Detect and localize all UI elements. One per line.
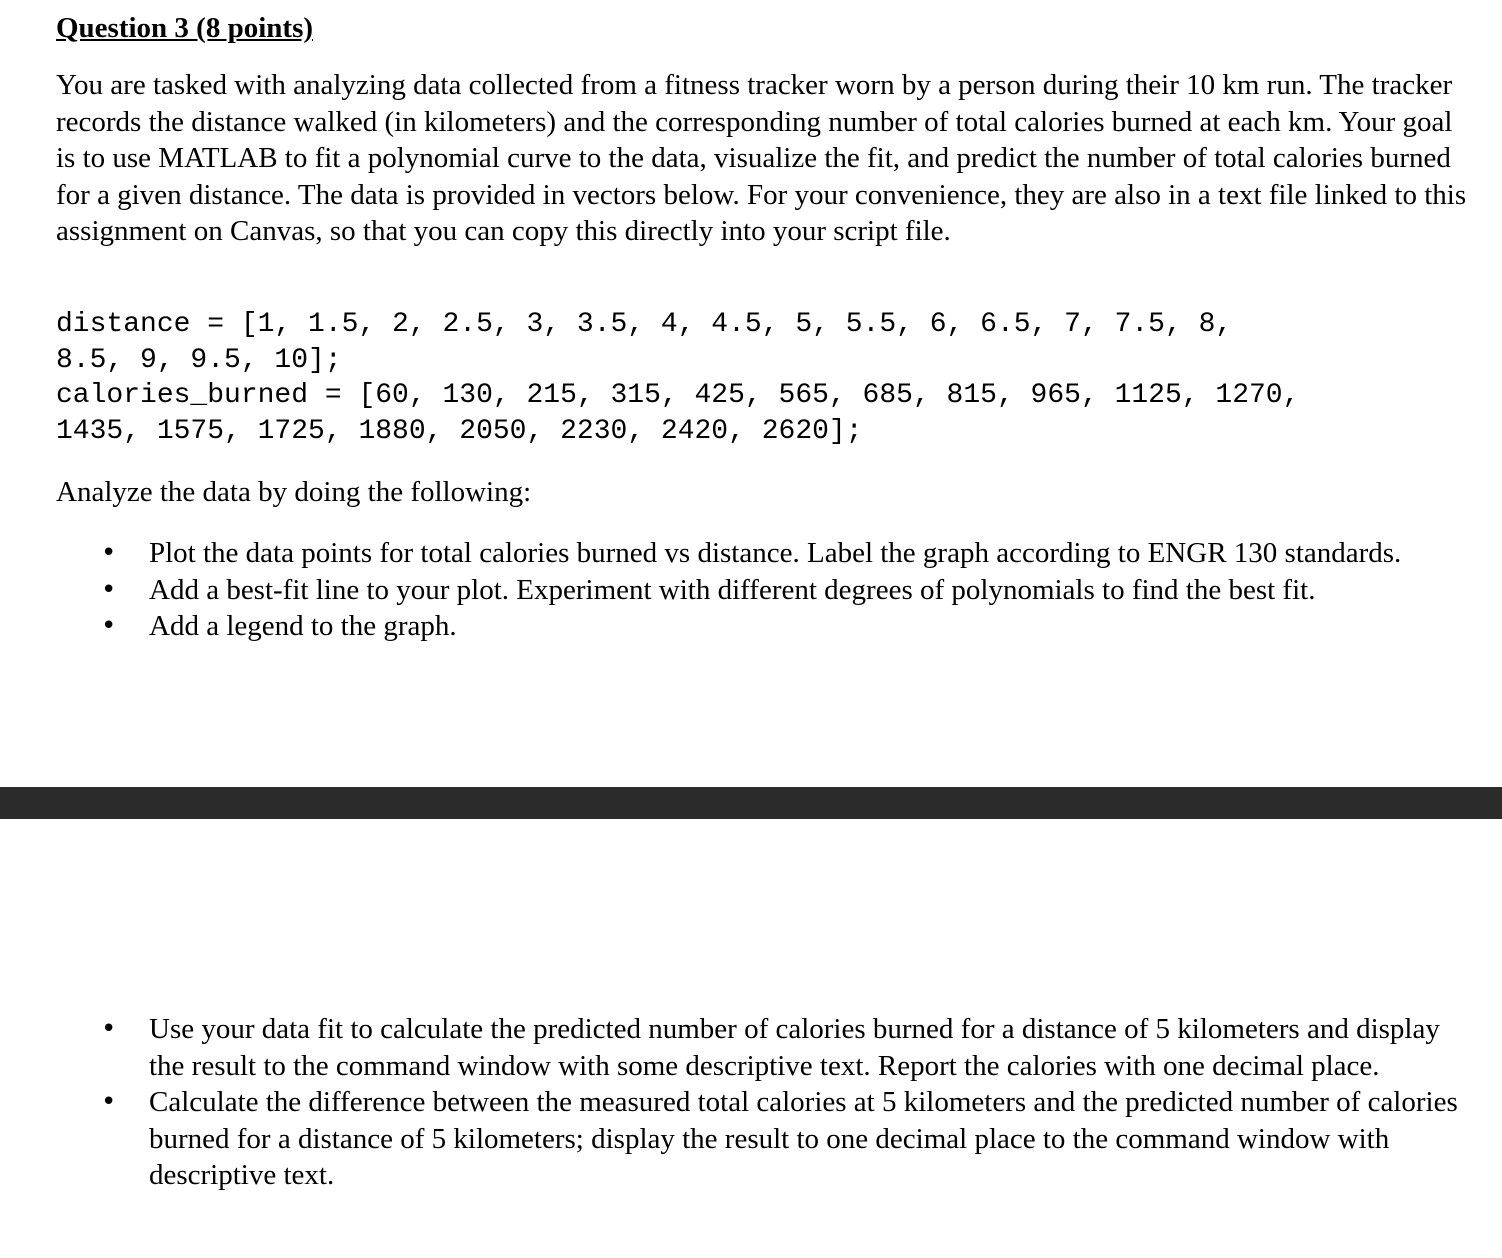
code-block [56, 307, 1486, 449]
task-text: Calculate the difference between the measured total calories at 5 kilometers and the predicted number of calories burned for a distance of 5 kilometers; display the result to one decimal place to the command window with descriptive text. [149, 1086, 1458, 1191]
code-line: 8.5, 9, 9.5, 10]; [56, 344, 342, 376]
bullet-icon: • [101, 574, 117, 605]
task-item [0, 1084, 1502, 1194]
code-line: calories_burned = [60, 130, 215, 315, 425, 565, 685, 815, 965, 1125, 1270, [56, 380, 1300, 411]
task-text: Use your data fit to calculate the predicted number of calories burned for a distance of 5 kilometers and display the result to the command window with some descriptive text. Report the calories with one decimal place. [149, 1013, 1440, 1082]
bullet-icon: • [101, 538, 117, 568]
section-divider [0, 787, 1502, 819]
task-item [0, 1011, 1502, 1084]
task-item [0, 572, 1502, 609]
task-text: Add a legend to the graph. [149, 610, 457, 642]
code-line: distance = [1, 1.5, 2, 2.5, 3, 3.5, 4, 4.5, 5, 5.5, 6, 6.5, 7, 7.5, 8, [56, 309, 1233, 340]
bullet-icon: • [101, 611, 117, 641]
task-item [0, 608, 1502, 645]
analyze-intro: Analyze the data by doing the following: [56, 476, 532, 508]
question-title: Question 3 (8 points) [56, 12, 314, 44]
code-line: 1435, 1575, 1725, 1880, 2050, 2230, 2420, 2620]; [56, 415, 863, 447]
bullet-icon: • [101, 1087, 117, 1117]
intro-paragraph: You are tasked with analyzing data collected from a fitness tracker worn by a person during their 10 km run. The tracker records the distance walked (in kilometers) and the corresponding number of total calories burned at each km. Your goal is to use MATLAB to fit a polynomial curve to the data, visualize the fit, and predict the number of total calories burned for a given distance. The data is provided in vectors below. For your convenience, they are also in a text file linked to this assignment on Canvas, so that you can copy this directly into your script file. [56, 69, 1467, 247]
task-text: Add a best-fit line to your plot. Experiment with different degrees of polynomials to find the best fit. [149, 573, 1316, 606]
task-text: Plot the data points for total calories burned vs distance. Label the graph according to ENGR 130 standards. [149, 537, 1402, 569]
task-list-bottom [0, 1011, 1502, 1194]
task-item [0, 535, 1502, 572]
task-list-top [0, 535, 1502, 645]
bullet-icon: • [101, 1014, 117, 1044]
